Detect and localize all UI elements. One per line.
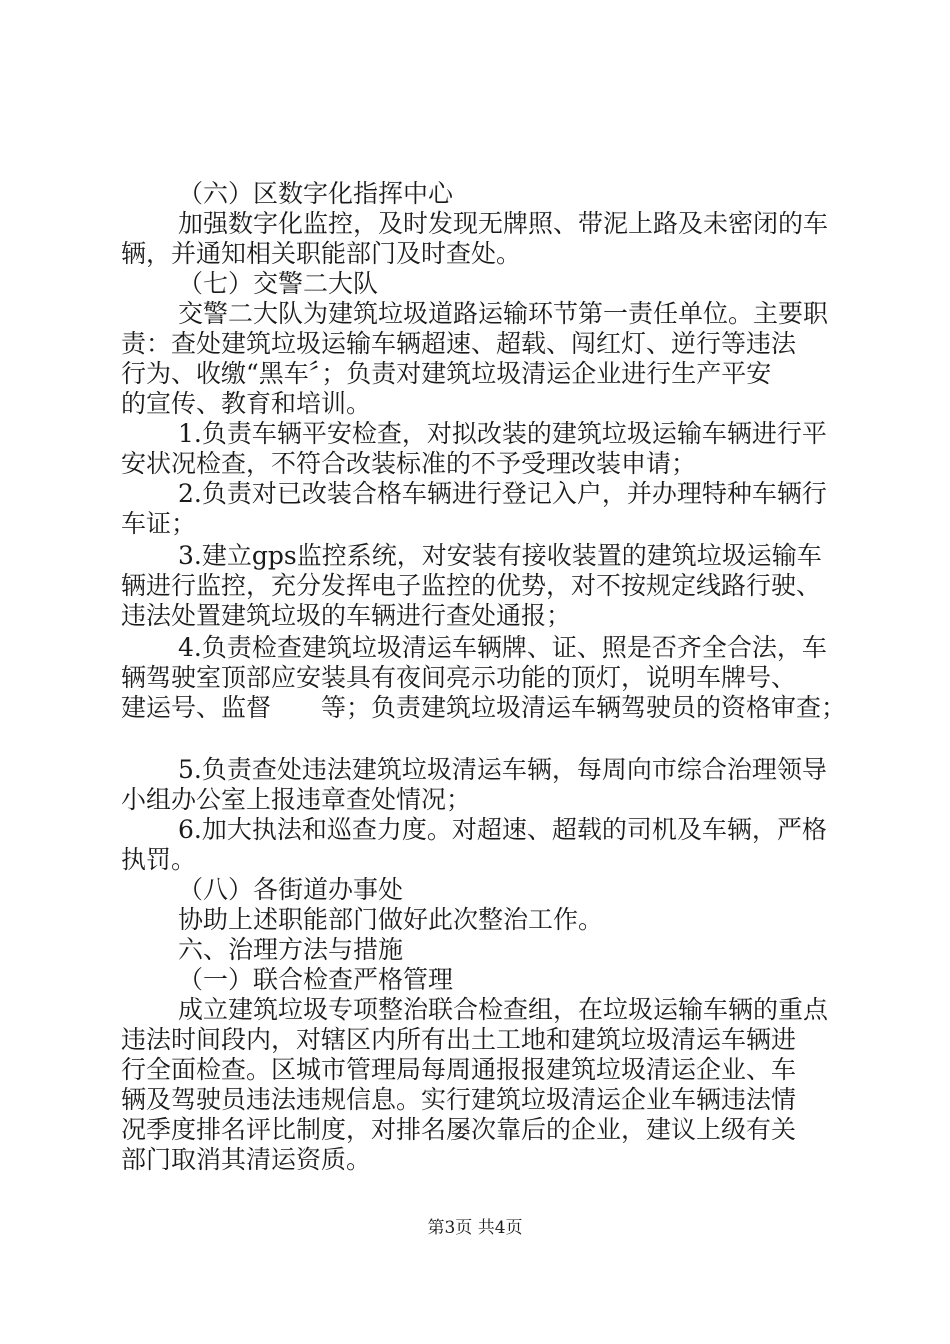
- list-item-1: 1.负责车辆平安检查，对拟改装的建筑垃圾运输车辆进行平: [178, 419, 827, 448]
- paragraph-line: 行全面检查。区城市管理局每周通报报建筑垃圾清运企业、车: [121, 1055, 797, 1084]
- heading-six: （六）区数字化指挥中心: [178, 179, 454, 208]
- heading-seven: （七）交警二大队: [178, 269, 379, 298]
- paragraph-line: 建运号、监督 等；负责建筑垃圾清运车辆驾驶员的资格审查；: [121, 693, 847, 722]
- list-item-5: 5.负责查处违法建筑垃圾清运车辆，每周向市综合治理领导: [178, 755, 827, 784]
- paragraph-line: 部门取消其清运资质。: [121, 1145, 372, 1174]
- list-item-6: 6.加大执法和巡查力度。对超速、超载的司机及车辆，严格: [178, 815, 827, 844]
- paragraph-line: 责：查处建筑垃圾运输车辆超速、超载、闯红灯、逆行等违法: [121, 329, 797, 358]
- list-item-4: 4.负责检查建筑垃圾清运车辆牌、证、照是否齐全合法，车: [178, 633, 827, 662]
- paragraph-line: 的宣传、教育和培训。: [121, 389, 372, 418]
- paragraph-line: 辆，并通知相关职能部门及时查处。: [121, 239, 522, 268]
- subheading-one: （一）联合检查严格管理: [178, 965, 454, 994]
- paragraph-line: 小组办公室上报违章查处情况；: [121, 785, 472, 814]
- paragraph-line: 车证；: [121, 509, 197, 538]
- paragraph-line: 况季度排名评比制度，对排名屡次靠后的企业，建议上级有关: [121, 1115, 797, 1144]
- page-number-footer: 第3页 共4页: [427, 1218, 523, 1238]
- heading-eight: （八）各街道办事处: [178, 875, 404, 904]
- paragraph-line: 违法处置建筑垃圾的车辆进行查处通报；: [121, 601, 572, 630]
- paragraph-line: 交警二大队为建筑垃圾道路运输环节第一责任单位。主要职: [178, 299, 829, 328]
- paragraph-line: 成立建筑垃圾专项整治联合检查组，在垃圾运输车辆的重点: [178, 995, 829, 1024]
- paragraph-line: 协助上述职能部门做好此次整治工作。: [178, 905, 604, 934]
- list-item-3: 3.建立gps监控系统，对安装有接收装置的建筑垃圾运输车: [178, 541, 822, 570]
- paragraph-line: 违法时间段内，对辖区内所有出土工地和建筑垃圾清运车辆进: [121, 1025, 797, 1054]
- paragraph-line: 行为、收缴“黑车〞；负责对建筑垃圾清运企业进行生产平安: [121, 359, 772, 388]
- paragraph-line: 辆进行监控，充分发挥电子监控的优势，对不按规定线路行驶、: [121, 571, 822, 600]
- list-item-2: 2.负责对已改装合格车辆进行登记入户，并办理特种车辆行: [178, 479, 827, 508]
- paragraph-line: 加强数字化监控，及时发现无牌照、带泥上路及未密闭的车: [178, 209, 829, 238]
- paragraph-line: 安状况检查，不符合改装标准的不予受理改装申请；: [121, 449, 697, 478]
- paragraph-line: 辆驾驶室顶部应安装具有夜间亮示功能的顶灯，说明车牌号、: [121, 663, 797, 692]
- paragraph-line: 辆及驾驶员违法违规信息。实行建筑垃圾清运企业车辆违法情: [121, 1085, 797, 1114]
- section-heading-six: 六、治理方法与措施: [178, 935, 404, 964]
- paragraph-line: 执罚。: [121, 845, 197, 874]
